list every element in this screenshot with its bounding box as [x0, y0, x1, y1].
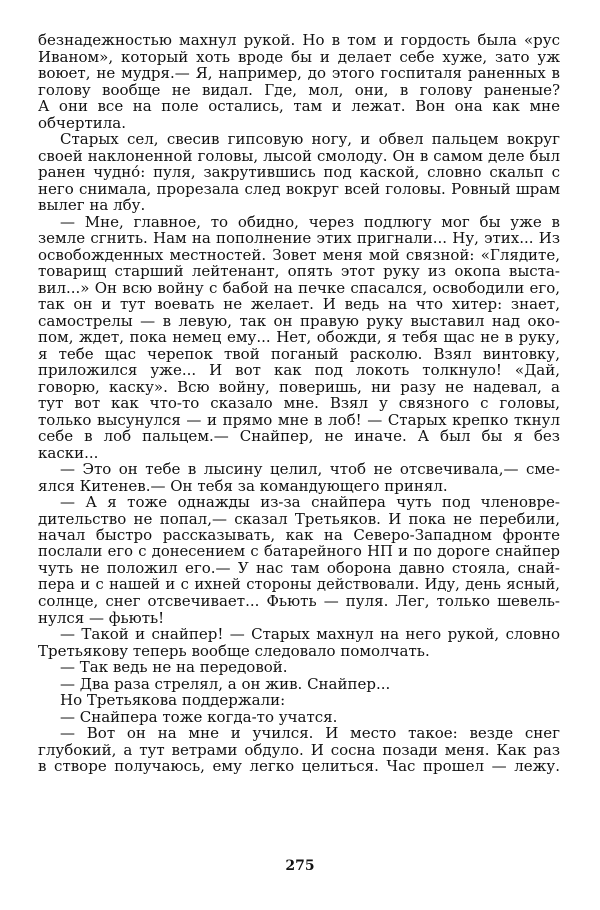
text-line: безнадежностью махнул рукой. Но в том и гордость была «рус — [38, 32, 560, 49]
text-line: начал быстро рассказывать, как на Северо-Западном фронте — [38, 527, 560, 544]
text-line: ранен чудно́: пуля, закрутившись под каской, словно скальп с — [38, 164, 560, 181]
text-line: пера и с нашей и с ихней стороны действовали. Иду, день ясный, — [38, 576, 560, 593]
text-line: — Вот он на мне и учился. И место такое: везде снег — [60, 725, 560, 742]
text-line: каски... — [38, 444, 99, 461]
text-line: самострелы — в левую, так он правую руку выставил над око- — [38, 312, 560, 329]
text-line: земле сгнить. Нам на пополнение этих пригнали... Ну, этих... Из — [38, 230, 560, 247]
text-line: говорю, каску». Всю войну, поверишь, ни разу не надевал, а — [38, 378, 560, 395]
text-line: Третьякову теперь вообще следовало помолчать. — [38, 642, 430, 659]
text-body — [38, 32, 560, 775]
text-line: Но Третьякова поддержали: — [60, 692, 286, 709]
text-line: голову вообще не видал. Где, мол, они, в голову раненые? — [38, 81, 560, 98]
text-line: — Снайпера тоже когда-то учатся. — [60, 708, 338, 725]
text-line: себе в лоб пальцем.— Снайпер, не иначе. А был бы я без — [38, 428, 560, 445]
page-number: 275 — [285, 858, 315, 874]
text-line: своей наклоненной головы, лысой смолоду. Он в самом деле был — [38, 147, 560, 164]
text-line: я тебе щас черепок твой поганый расколю. Взял винтовку, — [38, 345, 560, 362]
text-line: — Такой и снайпер! — Старых махнул на него рукой, словно — [60, 626, 560, 643]
text-line: вылег на лбу. — [38, 197, 146, 214]
text-line: Иваном», который хоть вроде бы и делает себе хуже, зато уж — [38, 48, 560, 65]
text-line: А они все на поле остались, там и лежат. Вон она как мне — [38, 98, 560, 115]
text-line: вил...» Он всю войну с бабой на печке спасался, освободили его, — [38, 279, 560, 296]
text-line: — Мне, главное, то обидно, через подлюгу мог бы уже в — [60, 213, 560, 230]
text-line: дительство не попал,— сказал Третьяков. И пока не перебили, — [38, 510, 560, 527]
text-line: пом, ждет, пока немец ему... Нет, обожди, я тебя щас не в руку, — [38, 329, 560, 346]
text-line: — Так ведь не на передовой. — [60, 659, 288, 676]
text-line: только высунулся — и прямо мне в лоб! — Старых крепко ткнул — [38, 411, 560, 428]
text-line: него снимала, прорезала след вокруг всей головы. Ровный шрам — [38, 180, 560, 197]
text-line: — Это он тебе в лысину целил, чтоб не отсвечивала,— сме- — [60, 461, 560, 478]
text-line: так он и тут воевать не желает. И ведь на что хитер: знает, — [38, 296, 560, 313]
text-line: послали его с донесением с батарейного НП и по дороге снайпер — [38, 543, 560, 560]
text-line: обчертила. — [38, 114, 126, 131]
text-line: в створе получаюсь, ему легко целиться. Час прошел — лежу. — [38, 758, 560, 775]
text-line: чуть не положил его.— У нас там оборона давно стояла, снай- — [38, 560, 560, 577]
text-line: нулся — фьють! — [38, 609, 165, 626]
text-line: тут вот как что-то сказало мне. Взял у связного с головы, — [38, 395, 560, 412]
text-line: ялся Китенев.— Он тебя за командующего принял. — [38, 477, 448, 494]
text-line: приложился уже... И вот как под локоть толкнуло! «Дай, — [38, 362, 560, 379]
text-line: — А я тоже однажды из-за снайпера чуть под членовре- — [60, 494, 560, 511]
text-line: освобожденных местностей. Зовет меня мой связной: «Глядите, — [38, 246, 560, 263]
text-line: товарищ старший лейтенант, опять этот руку из окопа выста- — [38, 263, 560, 280]
text-line: — Два раза стрелял, а он жив. Снайпер... — [60, 675, 391, 692]
text-line: солнце, снег отсвечивает... Фьють — пуля. Лег, только шевель- — [38, 593, 560, 610]
text-line: глубокий, а тут ветрами обдуло. И сосна позади меня. Как раз — [38, 741, 560, 758]
text-line: Старых сел, свесив гипсовую ногу, и обвел пальцем вокруг — [60, 131, 560, 148]
text-line: воюет, не мудря.— Я, например, до этого госпиталя раненных в — [38, 65, 560, 82]
